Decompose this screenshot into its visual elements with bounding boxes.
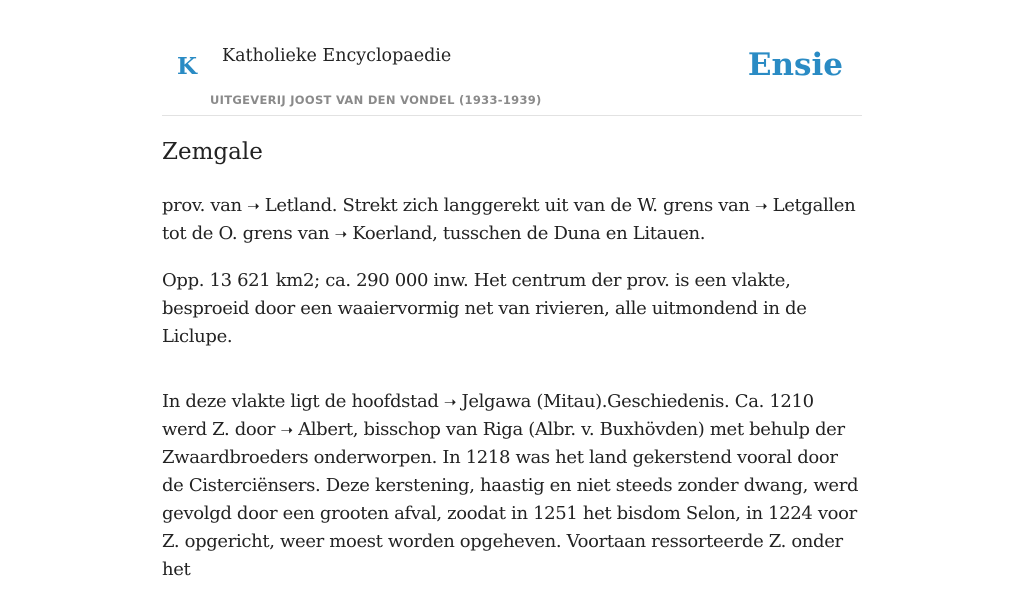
arrow-right-icon: ➝ xyxy=(755,197,768,215)
text: , tusschen de Duna en Litauen. xyxy=(432,223,706,244)
text: , bisschop van Riga (Albr. v. Buxhövden) met behulp der Zwaardbroeders onderworpen. In 1218 was het land gekerstend vooral door de Cisterciënsers. Deze kerstening, haastig en niet steeds zonder dwang, werd gevolgd door een grooten afval, zoodat in 1251 het bisdom Selon, in 1224 voor Z. opgericht, weer moest worden opgeheven. Voortaan ressorteerde Z. onder het xyxy=(162,419,859,580)
site-logo[interactable]: K xyxy=(177,53,197,80)
text: (Mitau).Geschiedenis. Ca. 1210 werd Z. door xyxy=(162,391,814,440)
link-text: Koerland xyxy=(352,223,433,244)
text: tot de O. grens van xyxy=(162,223,335,244)
article-body xyxy=(162,192,862,603)
arrow-right-icon: ➝ xyxy=(247,197,260,215)
page xyxy=(162,0,862,580)
paragraph-1 xyxy=(162,192,862,248)
arrow-right-icon: ➝ xyxy=(443,393,457,411)
reference-link-letgallen[interactable] xyxy=(755,195,855,216)
text: . Strekt zich langgerekt uit van de W. grens van xyxy=(331,195,756,216)
reference-link-letland[interactable] xyxy=(247,195,332,216)
arrow-right-icon: ➝ xyxy=(334,225,347,243)
encyclopedia-title[interactable]: Katholieke Encyclopaedie xyxy=(222,46,452,66)
article-title: Zemgale xyxy=(162,139,263,165)
publisher-subtitle: UITGEVERIJ JOOST VAN DEN VONDEL (1933-1939) xyxy=(210,93,542,107)
paragraph-2: Opp. 13 621 km2; ca. 290 000 inw. Het centrum der prov. is een vlakte, besproeid door een waaiervormig net van rivieren, alle uitmondend in de Liclupe. xyxy=(162,270,807,347)
reference-link-koerland[interactable] xyxy=(335,223,432,244)
text: prov. van xyxy=(162,195,248,216)
arrow-right-icon: ➝ xyxy=(280,421,293,439)
link-text: Albert xyxy=(298,419,353,440)
reference-link-jelgawa[interactable] xyxy=(444,391,531,412)
paragraph-3 xyxy=(162,388,862,584)
ensie-logo-link[interactable]: Ensie xyxy=(747,47,843,83)
link-text: Jelgawa xyxy=(461,391,532,412)
link-text: Letland xyxy=(264,195,332,216)
reference-link-albert[interactable] xyxy=(281,419,353,440)
site-header xyxy=(162,0,862,116)
link-text: Letgallen xyxy=(772,195,856,216)
text: In deze vlakte ligt de hoofdstad xyxy=(162,391,444,412)
